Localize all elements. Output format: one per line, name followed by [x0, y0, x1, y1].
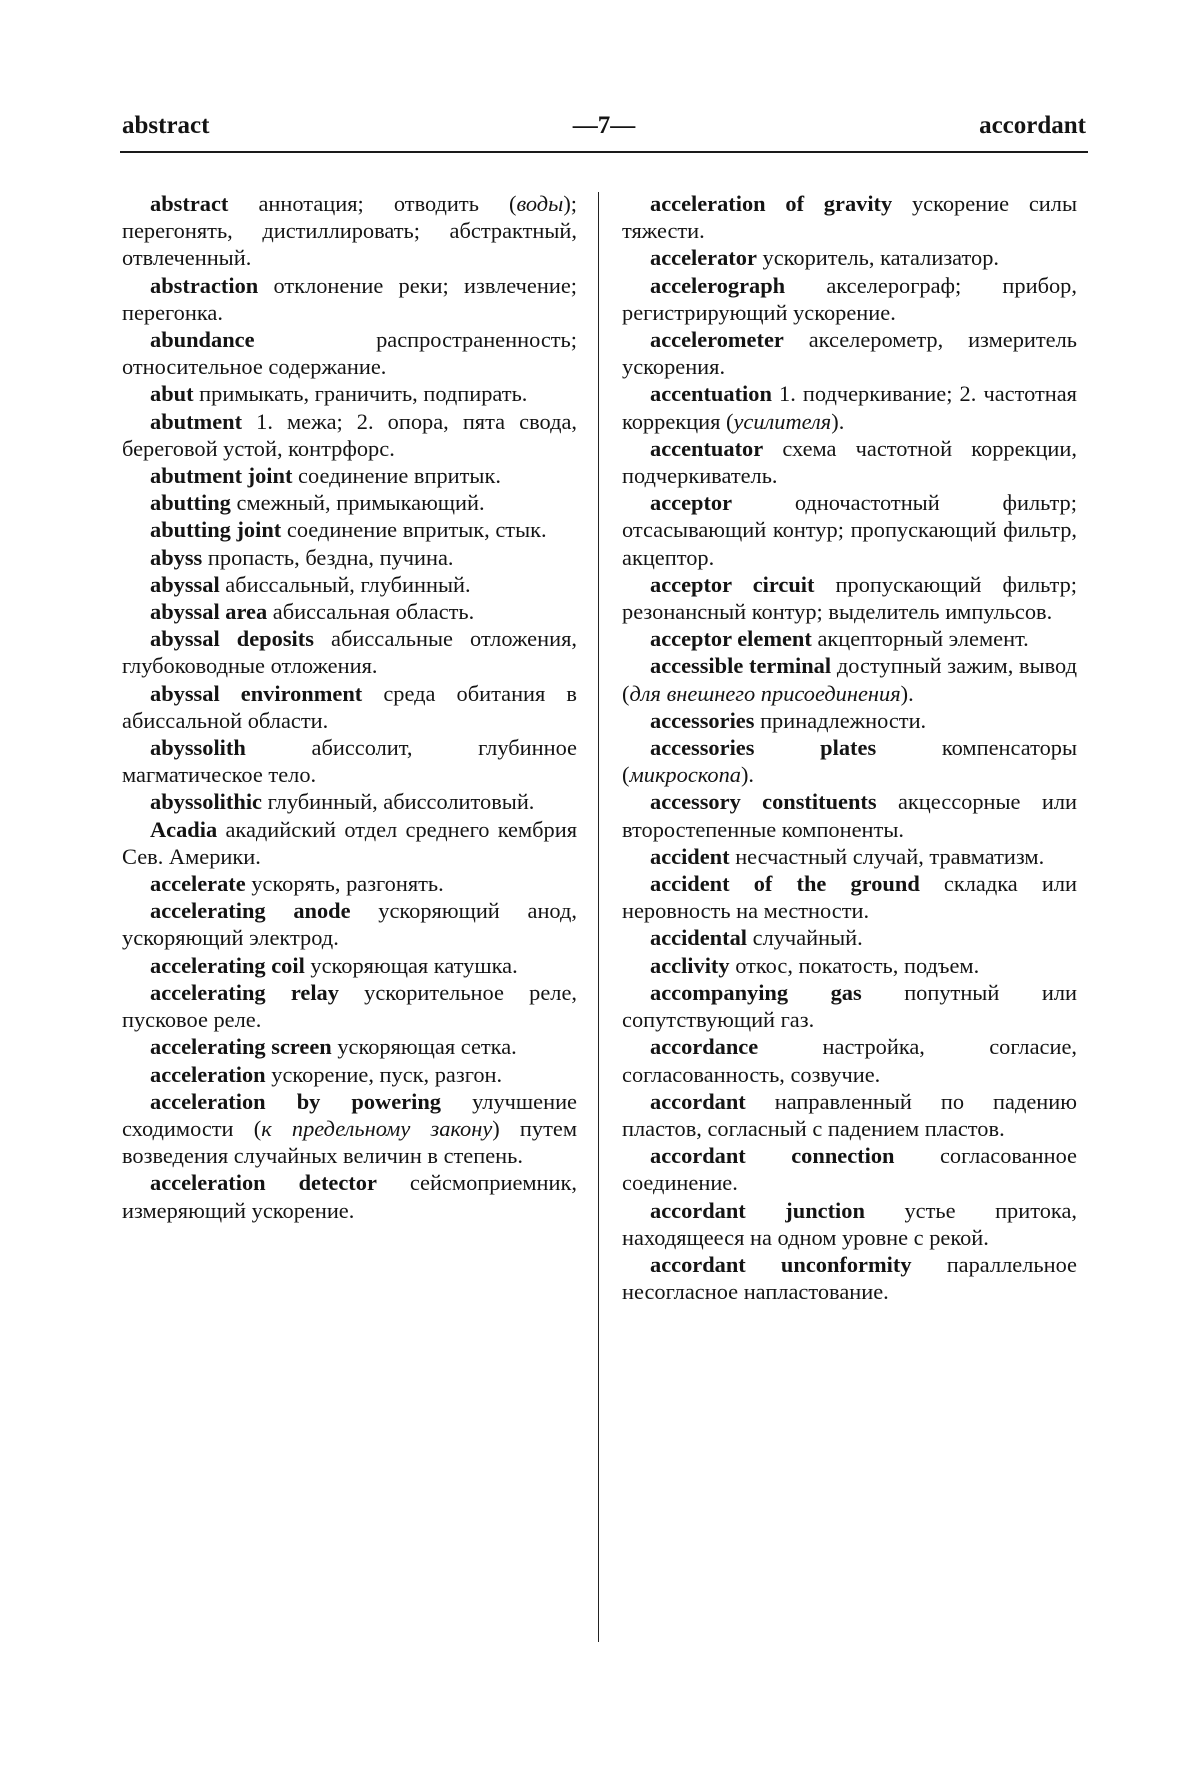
entry-definition: ускоритель, катализатор. — [762, 245, 999, 271]
entry-term: accident — [650, 843, 730, 869]
entry-term: accordant connection — [650, 1143, 895, 1169]
dictionary-entry — [622, 326, 1077, 380]
entry-term: accelerating coil — [150, 952, 305, 978]
entry-term: acceptor element — [650, 626, 812, 652]
entry-term: abyssal environment — [150, 680, 363, 706]
dictionary-entry — [622, 788, 1077, 842]
entry-definition: несчастный случай, травматизм. — [735, 843, 1045, 869]
entry-term: accidental — [650, 925, 748, 951]
entry-definition: распространенность; относительное содержание. — [122, 327, 577, 380]
entry-term: accelerator — [650, 245, 757, 271]
entry-definition: абиссальные отложения, глубоководные отложения. — [122, 626, 577, 679]
dictionary-entry — [122, 625, 577, 679]
column-divider — [598, 192, 599, 1642]
entry-definition: пропасть, бездна, пучина. — [207, 544, 454, 570]
dictionary-entry — [122, 190, 577, 272]
dictionary-entry — [622, 272, 1077, 326]
entry-definition: схема частотной коррекции, подчеркиватель. — [622, 435, 1077, 489]
entry-definition: доступный зажим, вывод (для внешнего присоединения). — [622, 653, 1077, 706]
dictionary-entry — [622, 1033, 1077, 1087]
dictionary-entry — [122, 788, 577, 815]
entry-definition: 1. межа; 2. опора, пята свода, береговой устой, контрфорс. — [122, 408, 577, 461]
entry-term: acceleration of gravity — [650, 191, 893, 216]
dictionary-entry — [622, 435, 1077, 489]
entry-definition: абиссальная область. — [272, 599, 475, 625]
entry-term: Acadia — [150, 816, 218, 842]
dictionary-entry — [122, 1169, 577, 1223]
entry-term: accident of the ground — [650, 871, 920, 897]
entry-definition: смежный, примыкающий. — [236, 490, 485, 516]
entry-definition: улучшение сходимости (к предельному закону) путем возведения случайных величин в степень. — [122, 1088, 577, 1169]
dictionary-entry — [622, 380, 1077, 434]
dictionary-entry — [122, 870, 577, 897]
dictionary-entry — [622, 734, 1077, 788]
dictionary-entry — [622, 652, 1077, 706]
dictionary-entry — [622, 952, 1077, 979]
entry-definition: акцессорные или второстепенные компоненты. — [622, 789, 1078, 842]
dictionary-entry — [622, 979, 1077, 1033]
entry-definition: откос, покатость, подъем. — [735, 952, 980, 978]
entry-term: acceleration — [150, 1061, 266, 1087]
entry-definition: примыкать, граничить, подпирать. — [199, 381, 528, 407]
dictionary-entry — [622, 870, 1077, 924]
running-header — [122, 112, 1086, 146]
dictionary-entry — [122, 408, 577, 462]
entry-term: abyssal area — [150, 599, 268, 625]
dictionary-entry — [122, 516, 577, 543]
entry-definition: ускорение, пуск, разгон. — [271, 1061, 503, 1087]
entry-term: abut — [150, 381, 194, 407]
dictionary-entry — [622, 1142, 1077, 1196]
entry-term: accordant — [650, 1088, 746, 1114]
dictionary-entry — [622, 625, 1077, 652]
entry-definition: согласованное соединение. — [622, 1143, 1077, 1196]
dictionary-entry — [622, 707, 1077, 734]
entry-term: accordant junction — [650, 1197, 865, 1223]
dictionary-entry — [622, 1088, 1077, 1142]
dictionary-entry — [622, 489, 1077, 571]
dictionary-entry — [122, 380, 577, 407]
page-number: —7— — [572, 112, 636, 139]
entry-definition: соединение впритык, стык. — [286, 517, 547, 543]
dictionary-entry — [622, 571, 1077, 625]
dictionary-entry — [122, 1088, 577, 1170]
entry-definition: ускоряющий анод, ускоряющий электрод. — [122, 898, 577, 951]
entry-definition: компенсаторы (микроскопа). — [622, 735, 1077, 788]
entry-definition: одночастотный фильтр; отсасывающий контур; пропускающий фильтр, акцептор. — [622, 490, 1077, 570]
entry-definition: 1. подчеркивание; 2. частотная коррекция (усилителя). — [622, 381, 1077, 434]
entry-term: accelerometer — [650, 327, 784, 353]
dictionary-entry — [122, 326, 577, 380]
entry-term: accessories — [650, 707, 755, 733]
entry-definition: ускорительное реле, пусковое реле. — [122, 979, 577, 1033]
entry-definition: сейсмоприемник, измеряющий ускорение. — [122, 1170, 577, 1223]
dictionary-entry — [122, 544, 577, 571]
entry-term: abutment — [150, 408, 243, 434]
entry-definition: абиссальный, глубинный. — [225, 571, 471, 597]
dictionary-entry — [622, 244, 1077, 271]
header-rule — [120, 151, 1088, 153]
entry-definition: аннотация; отводить (воды); перегонять, дистиллировать; абстрактный, отвлеченный. — [122, 191, 577, 271]
dictionary-entry — [622, 190, 1077, 244]
entry-definition: параллельное несогласное напластование. — [622, 1251, 1077, 1305]
entry-definition: акадийский отдел среднего кембрия Сев. Америки. — [122, 816, 577, 869]
entry-term: accordant unconformity — [650, 1251, 912, 1277]
entry-term: abutting joint — [150, 517, 282, 543]
left-column — [122, 190, 577, 1224]
entry-definition: устье притока, находящееся на одном уровне с рекой. — [622, 1197, 1077, 1250]
dictionary-entry — [122, 489, 577, 516]
entry-term: abyssolith — [150, 735, 246, 761]
entry-definition: среда обитания в абиссальной области. — [122, 680, 577, 733]
entry-term: abutment joint — [150, 463, 293, 489]
entry-definition: ускоряющая сетка. — [337, 1034, 517, 1060]
entry-term: abyssolithic — [150, 789, 262, 815]
dictionary-entry — [122, 952, 577, 979]
entry-term: abyssal deposits — [150, 626, 314, 652]
entry-term: acceleration detector — [150, 1170, 377, 1196]
entry-definition: абиссолит, глубинное магматическое тело. — [122, 735, 577, 788]
entry-definition: складка или неровность на местности. — [622, 871, 1077, 924]
entry-definition: отклонение реки; извлечение; перегонка. — [122, 272, 577, 325]
entry-term: accentuation — [650, 381, 772, 407]
dictionary-entry — [122, 897, 577, 951]
entry-definition: ускоряющая катушка. — [310, 952, 518, 978]
dictionary-entry — [122, 734, 577, 788]
entry-term: accordance — [650, 1034, 759, 1060]
entry-term: abyss — [150, 544, 203, 570]
entry-definition: случайный. — [752, 925, 863, 951]
entry-term: accompanying gas — [650, 979, 862, 1005]
entry-definition: акселерограф; прибор, регистрирующий ускорение. — [622, 272, 1077, 325]
entry-term: acceleration by powering — [150, 1088, 441, 1114]
entry-definition: попутный или сопутствующий газ. — [622, 979, 1077, 1033]
dictionary-entry — [122, 598, 577, 625]
entry-term: abyssal — [150, 571, 220, 597]
entry-definition: направленный по падению пластов, согласный с падением пластов. — [622, 1088, 1077, 1141]
entry-term: acclivity — [650, 952, 730, 978]
dictionary-entry — [122, 1061, 577, 1088]
dictionary-entry — [622, 1197, 1077, 1251]
entry-term: accessible terminal — [650, 653, 832, 679]
right-guideword: accordant — [979, 112, 1086, 139]
entry-term: acceptor circuit — [650, 571, 815, 597]
dictionary-entry — [622, 1251, 1077, 1305]
dictionary-entry — [122, 979, 577, 1033]
entry-definition: соединение впритык. — [298, 463, 501, 489]
entry-term: accelerating screen — [150, 1034, 332, 1060]
entry-definition: настройка, согласие, согласованность, созвучие. — [622, 1034, 1077, 1087]
left-guideword: abstract — [122, 112, 210, 139]
dictionary-entry — [122, 462, 577, 489]
dictionary-entry — [622, 843, 1077, 870]
dictionary-entry — [122, 1033, 577, 1060]
entry-term: accessory constituents — [650, 789, 877, 815]
entry-term: accelerate — [150, 871, 246, 897]
dictionary-entry — [122, 571, 577, 598]
entry-term: accessories plates — [650, 735, 877, 761]
dictionary-entry — [122, 816, 577, 870]
entry-definition: ускорение силы тяжести. — [622, 191, 1077, 244]
entry-term: abstraction — [150, 272, 259, 298]
entry-term: accentuator — [650, 435, 764, 461]
entry-definition: акселерометр, измеритель ускорения. — [622, 327, 1077, 380]
entry-term: acceptor — [650, 490, 733, 516]
entry-term: abundance — [150, 327, 255, 353]
entry-definition: глубинный, абиссолитовый. — [267, 789, 535, 815]
entry-term: accelerating relay — [150, 979, 339, 1005]
entry-term: accelerograph — [650, 272, 786, 298]
entry-definition: ускорять, разгонять. — [251, 871, 444, 897]
entry-term: abutting — [150, 490, 231, 516]
right-column — [622, 190, 1077, 1305]
entry-definition: пропускающий фильтр; резонансный контур; выделитель импульсов. — [622, 571, 1077, 625]
entry-term: accelerating anode — [150, 898, 351, 924]
entry-term: abstract — [150, 191, 229, 216]
dictionary-entry — [122, 272, 577, 326]
entry-definition: акцепторный элемент. — [817, 626, 1029, 652]
dictionary-entry — [122, 680, 577, 734]
entry-definition: принадлежности. — [760, 707, 927, 733]
dictionary-entry — [622, 924, 1077, 951]
